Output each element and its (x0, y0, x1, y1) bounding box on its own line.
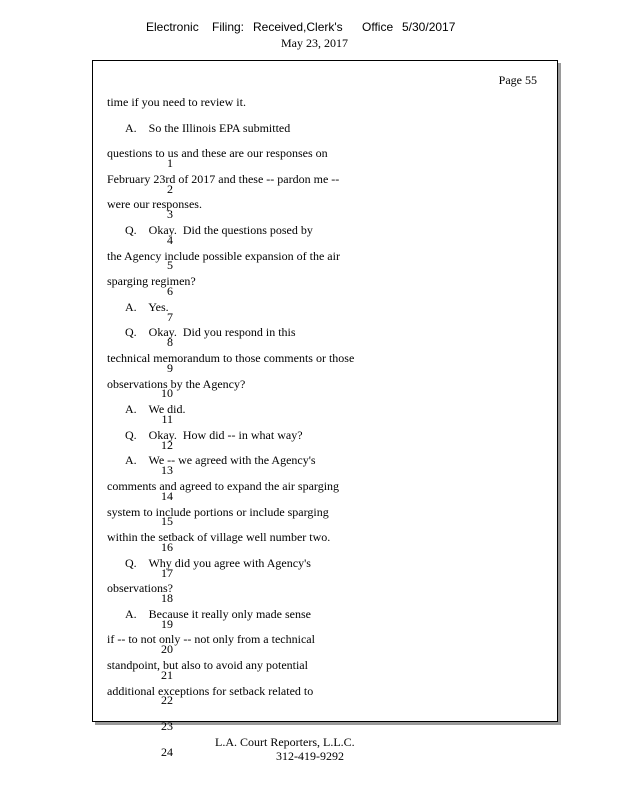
line-number: 3 (167, 207, 173, 222)
filing-stamp-date: 5/30/2017 (402, 20, 456, 34)
reporter-phone: 312-419-9292 (276, 749, 344, 763)
line-number: 7 (167, 309, 173, 324)
line-number: 13 (161, 463, 173, 478)
transcript-line: observations by the Agency? (107, 376, 246, 391)
transcript-line: standpoint, but also to avoid any potential (107, 658, 308, 673)
page-footer (0, 735, 618, 775)
transcript-line: time if you need to review it. (107, 95, 246, 109)
filing-stamp-received: Received,Clerk's (253, 20, 343, 34)
page-number: Page 55 (498, 73, 537, 87)
line-number: 16 (161, 539, 173, 554)
transcript-line: A. We -- we agreed with the Agency's (125, 453, 316, 468)
line-number: 5 (167, 258, 173, 273)
transcript-lines (107, 93, 537, 707)
line-number: 4 (167, 232, 173, 247)
line-number: 15 (161, 514, 173, 529)
filing-stamp-electronic: Electronic (146, 20, 199, 34)
line-number: 9 (167, 360, 173, 375)
filing-stamp-filing: Filing: (212, 20, 245, 34)
transcript-line: A. We did. (125, 402, 186, 417)
transcript-line: Q. Okay. Did the questions posed by (125, 222, 313, 237)
line-number: 20 (161, 642, 173, 657)
transcript-line: Q. Why did you agree with Agency's (125, 555, 311, 570)
line-number: 17 (161, 565, 173, 580)
line-number: 6 (167, 283, 173, 298)
line-number: 23 (161, 719, 173, 734)
transcript-line: Q. Okay. How did -- in what way? (125, 427, 303, 442)
transcript-line: were our responses. (107, 197, 202, 212)
transcript-line: February 23rd of 2017 and these -- pardon me -- (107, 171, 340, 186)
line-number: 12 (161, 437, 173, 452)
line-number: 1 (167, 156, 173, 170)
line-number: 19 (161, 616, 173, 631)
transcript-line: A. Yes. (125, 299, 169, 314)
filing-header (0, 20, 618, 56)
filing-stamp-office: Office (362, 20, 394, 34)
transcript-line: comments and agreed to expand the air sparging (107, 478, 340, 493)
transcript-line: A. Because it really only made sense (125, 606, 311, 621)
transcript-line: the Agency include possible expansion of the air (107, 248, 340, 263)
transcript-line: technical memorandum to those comments or those (107, 350, 355, 365)
transcript-line: within the setback of village well number two. (107, 530, 331, 545)
line-number: 18 (161, 591, 173, 606)
transcript-line: questions to us and these are our responses on (107, 146, 328, 161)
line-number: 11 (161, 411, 173, 426)
line-number: 24 (161, 744, 173, 759)
transcript-line: Q. Okay. Did you respond in this (125, 325, 296, 340)
line-number: 10 (161, 386, 173, 401)
line-number: 8 (167, 335, 173, 350)
line-number: 21 (161, 667, 173, 682)
transcript-line: system to include portions or include sparging (107, 504, 329, 519)
line-number: 22 (161, 693, 173, 708)
reporter-company: L.A. Court Reporters, L.L.C. (215, 735, 355, 749)
line-number: 14 (161, 488, 173, 503)
transcript-line: observations? (107, 581, 173, 596)
line-number: 2 (167, 181, 173, 196)
transcript-line: A. So the Illinois EPA submitted (125, 120, 291, 135)
transcript-line: if -- to not only -- not only from a technical (107, 632, 315, 647)
transcript-line: sparging regimen? (107, 274, 196, 289)
transcript-line: additional exceptions for setback related to (107, 683, 314, 698)
hearing-date: May 23, 2017 (281, 36, 348, 50)
